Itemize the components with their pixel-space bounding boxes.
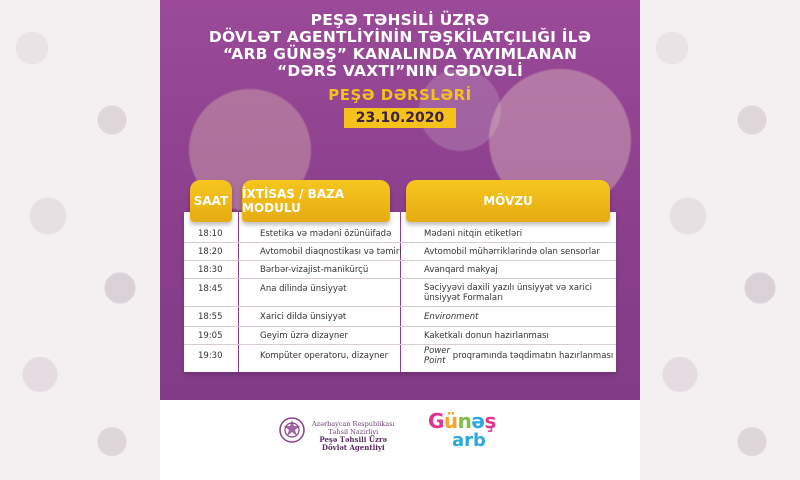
row-time: 19:05 bbox=[198, 330, 223, 341]
background-left bbox=[0, 0, 160, 480]
row-subject: Xarici dildə ünsiyyət bbox=[260, 311, 347, 322]
table-row bbox=[184, 345, 616, 367]
header-time: SAAT bbox=[190, 180, 232, 222]
table-row bbox=[184, 279, 616, 307]
row-time: 18:45 bbox=[198, 284, 223, 294]
row-subject: Avtomobil diaqnostikası və təmiri bbox=[260, 246, 402, 257]
table-row bbox=[184, 261, 616, 279]
subtitle: PEŞƏ DƏRSLƏRİ bbox=[328, 86, 472, 104]
ministry-text bbox=[312, 420, 395, 452]
row-topic: Avanqard makyaj bbox=[424, 264, 498, 275]
table-row bbox=[184, 307, 616, 327]
row-topic-rest: proqramında təqdimatın hazırlanması bbox=[450, 351, 614, 361]
logo-letter: ş bbox=[484, 409, 496, 433]
row-topic: Mədəni nitqin etiketləri bbox=[424, 229, 523, 239]
title-line: PEŞƏ TƏHSİLİ ÜZRƏ bbox=[310, 11, 490, 29]
table-row bbox=[184, 243, 616, 261]
logo-word bbox=[428, 410, 498, 432]
row-time: 19:30 bbox=[198, 351, 223, 361]
header-subject: İXTİSAS / BAZA MODULU bbox=[242, 180, 390, 222]
row-topic-emphasis: Power Point bbox=[424, 346, 451, 366]
date-badge: 23.10.2020 bbox=[344, 108, 457, 128]
ministry-line: Təhsil Nazirliyi bbox=[328, 428, 379, 436]
row-time: 18:10 bbox=[198, 229, 223, 239]
row-topic bbox=[424, 345, 612, 367]
row-subject: Kompüter operatoru, dizayner bbox=[260, 351, 389, 361]
row-subject: Estetika və mədəni özünüifadə bbox=[260, 229, 392, 239]
footer-band bbox=[160, 400, 640, 480]
row-topic: Səciyyəvi daxili yazılı ünsiyyət və xarici ünsiyyət Formaları bbox=[424, 282, 592, 303]
row-topic: Avtomobil mühərriklərində olan sensorlar bbox=[424, 246, 600, 257]
row-time: 18:30 bbox=[198, 264, 223, 275]
logo-letter: G bbox=[428, 409, 444, 433]
agency-line: Dövlət Agentliyi bbox=[321, 443, 385, 452]
ministry-line: Azərbaycan Respublikası bbox=[312, 420, 395, 428]
agency-line: Peşə Təhsili Üzrə bbox=[319, 435, 388, 444]
table-row bbox=[184, 327, 616, 345]
table-row bbox=[184, 226, 616, 243]
title-block bbox=[160, 12, 640, 128]
title-line: DÖVLƏT AGENTLİYİNİN TƏŞKİLATÇILIĞI İLƏ bbox=[208, 28, 592, 46]
row-topic: Environment bbox=[424, 311, 479, 322]
logo-letter: ə bbox=[471, 409, 485, 433]
row-topic: Kaketkalı donun hazırlanması bbox=[424, 330, 549, 341]
header-topic: MÖVZU bbox=[406, 180, 610, 222]
background-right bbox=[640, 0, 800, 480]
row-subject: Ana dilində ünsiyyət bbox=[260, 284, 347, 294]
row-subject: Bərbər-vizajist-manikürçü bbox=[260, 264, 369, 275]
title-line: “DƏRS VAXTI”NIN CƏDVƏLİ bbox=[276, 62, 524, 80]
row-subject: Geyim üzrə dizayner bbox=[260, 330, 349, 341]
row-time: 18:20 bbox=[198, 246, 223, 257]
poster bbox=[160, 0, 640, 480]
ministry-emblem-icon bbox=[278, 416, 306, 444]
row-time: 18:55 bbox=[198, 311, 223, 322]
logo-letter: ü bbox=[443, 409, 458, 433]
gunes-arb-logo bbox=[428, 410, 498, 462]
logo-arb: arb bbox=[452, 430, 486, 451]
logo-letter: n bbox=[457, 409, 472, 433]
title-line: “ARB GÜNƏŞ” KANALINDA YAYIMLANAN bbox=[222, 45, 578, 63]
